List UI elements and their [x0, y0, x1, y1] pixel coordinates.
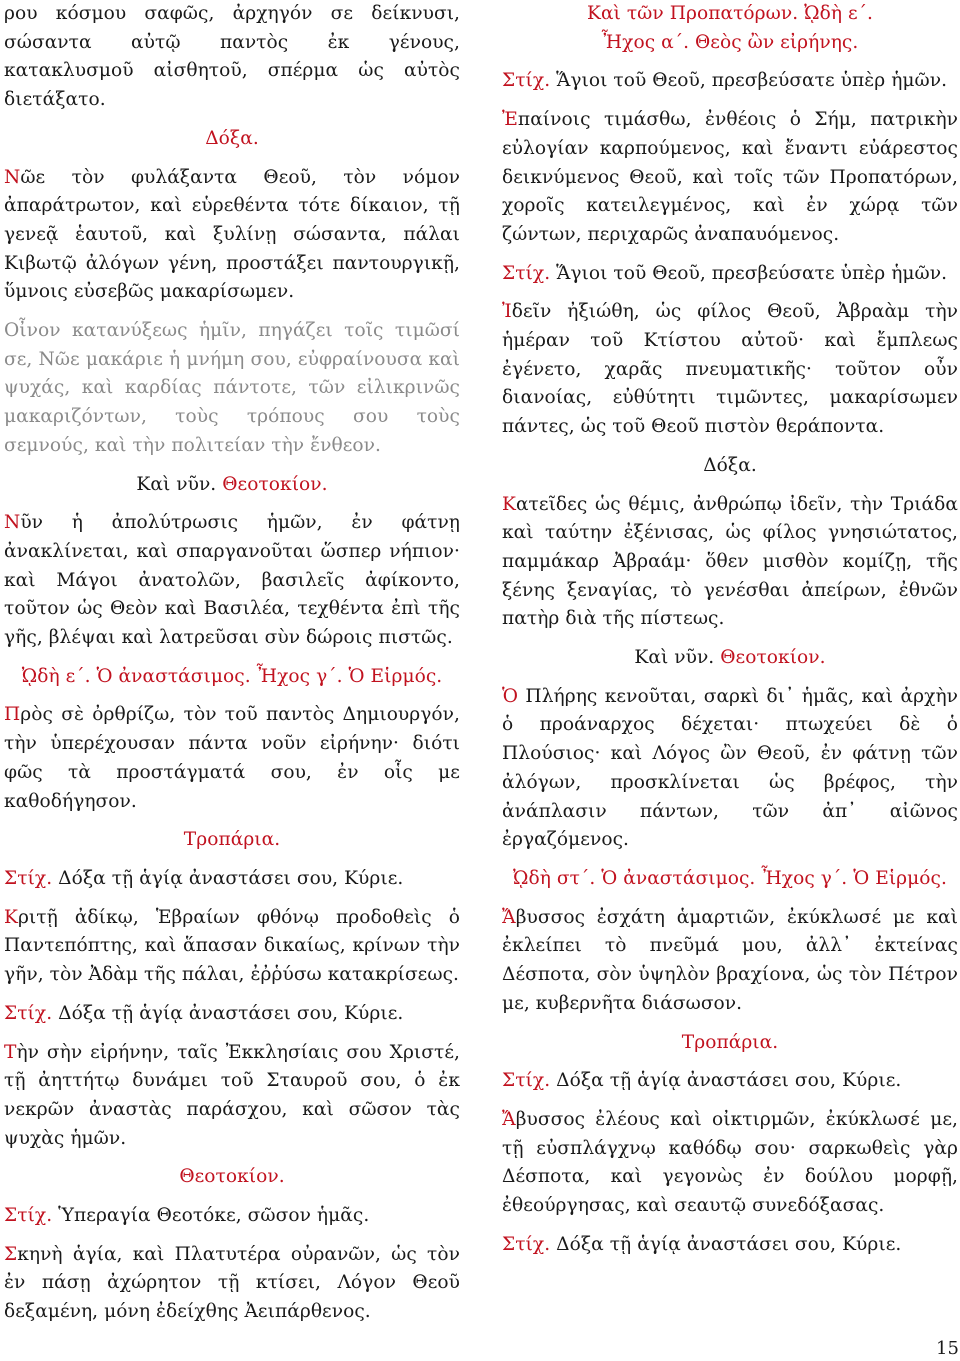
heading-line [502, 865, 958, 894]
text-paragraph [502, 1067, 958, 1096]
text-paragraph [4, 701, 460, 816]
text-paragraph [4, 317, 460, 461]
body-text: Καὶ νῦν. [136, 473, 223, 495]
text-paragraph [4, 0, 460, 115]
rubric-text: ᾨδὴ ε΄. Ὁ ἀναστάσιμος. Ἦχος γ΄. Ὁ Εἱρμός. [21, 665, 443, 687]
body-text: Δόξα τῇ ἁγίᾳ ἀναστάσει σου, Κύριε. [58, 867, 404, 889]
heading-line [502, 1029, 958, 1058]
text-paragraph [4, 509, 460, 653]
text-paragraph [502, 1231, 958, 1260]
page-number: 15 [936, 1338, 959, 1359]
heading-line [4, 125, 460, 154]
body-text: ατεῖδες ὡς θέμις, ἀνθρώπῳ ἰδεῖν, τὴν Τριάδα καὶ ταύτην ἐξένισας, ὡς φίλος γνησιώτατος, παμμάκαρ Ἀβραάμ· ὅθεν μισθὸν κομίζῃ, τῆς ξένης ξεναγίας, τὸ γενέσθαι ἀπείρων, ἐθνῶν πατὴρ διὰ τῆς πίστεως. [502, 493, 958, 630]
body-text: Ἅγιοι τοῦ Θεοῦ, πρεσβεύσατε ὑπὲρ ἡμῶν. [556, 70, 948, 92]
rubric-text: Ἐ [502, 109, 518, 131]
rubric-text: ᾨδὴ στ΄. Ὁ ἀναστάσιμος. Ἦχος γ΄. Ὁ Εἱρμός. [513, 867, 947, 889]
rubric-text: Ἦχος α΄. Θεὸς ὢν εἰρήνης. [601, 31, 859, 53]
body-text: Ἅγιοι τοῦ Θεοῦ, πρεσβεύσατε ὑπὲρ ἡμῶν. [556, 262, 948, 284]
rubric-text: Π [4, 704, 21, 726]
body-text: βυσσος ἐσχάτη ἁμαρτιῶν, ἐκύκλωσέ με καὶ ἐκλείπει τὸ πνεῦμά μου, ἀλλ᾽ ἐκτείνας Δέσποτα, σὸν ὑψηλὸν βραχίονα, ὡς τὸν Πέτρον με, κυβερνῆτα διάσωσον. [502, 906, 958, 1014]
rubric-text: Καὶ τῶν Προπατόρων. ᾨδὴ ε΄. [587, 3, 873, 24]
rubric-text: Στίχ. [502, 70, 557, 92]
text-paragraph [502, 260, 958, 289]
rubric-text: Ὁ [502, 685, 519, 707]
rubric-text: Στίχ. [4, 867, 59, 889]
rubric-text: Ἄ [502, 906, 516, 928]
rubric-text: Τροπάρια. [681, 1031, 779, 1053]
text-paragraph [4, 865, 460, 894]
body-text: Δόξα τῇ ἁγίᾳ ἀναστάσει σου, Κύριε. [556, 1233, 902, 1255]
text-paragraph [4, 1039, 460, 1154]
body-text: κηνὴ ἁγία, καὶ Πλατυτέρα οὐρανῶν, ὡς τὸν ἐν πάσῃ ἀχώρητον τῇ κτίσει, Λόγον Θεοῦ δεξαμένη, μόνη ἐδείχθης Ἀειπάρθενος. [4, 1243, 460, 1323]
rubric-text: Θεοτοκίον. [179, 1166, 285, 1188]
text-paragraph [502, 298, 958, 442]
body-text: ῶε τὸν φυλάξαντα Θεοῦ, τὸν νόμον ἀπαράτρωτον, καὶ εὑρεθέντα τότε δίκαιον, τῇ γενεᾷ ἑαυτοῦ, καὶ ξυλίνῃ σώσαντα, πάλαι Κιβωτῷ ἀλόγων γένη, προστάξει παντουργικῇ, ὕμνοις εὐσεβῶς μακαρίσωμεν. [4, 166, 460, 303]
rubric-text: Ἰ [502, 301, 512, 323]
body-text: Ὑπεραγία Θεοτόκε, σῶσον ἡμᾶς. [58, 1205, 370, 1227]
rubric-text: Τ [4, 1041, 17, 1063]
left-column [4, 0, 460, 1337]
heading-line [4, 471, 460, 500]
rubric-text: Θεοτοκίον. [720, 647, 826, 669]
heading-line [4, 1163, 460, 1192]
rubric-text: Ἄ [502, 1108, 516, 1130]
heading-line [502, 29, 958, 58]
body-text: Δόξα τῇ ἁγίᾳ ἀναστάσει σου, Κύριε. [58, 1002, 404, 1024]
body-text: Οἶνον κατανύξεως ἡμῖν, πηγάζει τοῖς τιμῶσί σε, Νῶε μακάριε ἡ μνήμη σου, εὐφραίνουσα καὶ ψυχάς, καὶ καρδίας πάντοτε, τῶν εἰλικρινῶς μακαριζόντων, τοὺς τρόπους σου τοὺς σεμνούς, καὶ τὴν πολιτείαν τὴν ἔνθεον. [4, 320, 460, 456]
heading-line [4, 826, 460, 855]
rubric-text: Στίχ. [502, 262, 557, 284]
body-text: βυσσος ἐλέους καὶ οἰκτιρμῶν, ἐκύκλωσέ με, τῇ εὐσπλάγχνῳ καθόδῳ σου· σαρκωθεὶς γὰρ Δέσποτα, καὶ γεγονὼς ἐν δούλου μορφῇ, ἐθεούργησας, καὶ σεαυτῷ συνεδόξασας. [502, 1108, 958, 1217]
text-paragraph [4, 1202, 460, 1231]
heading-line [4, 663, 460, 692]
body-text: ὴν σὴν εἰρήνην, ταῖς Ἐκκλησίαις σου Χριστέ, τῇ ἀηττήτῳ δυνάμει τοῦ Σταυροῦ σου, ὁ ἐκ νεκρῶν ἀναστὰς παράσχου, καὶ σῶσον τὰς ψυχὰς ἡμῶν. [4, 1041, 460, 1149]
rubric-text: Θεοτοκίον. [222, 473, 328, 495]
body-text: παίνοις τιμάσθω, ἐνθέοις ὁ Σήμ, πατρικὴν εὐλογίαν καρπούμενος, καὶ ἔναντι εὐάρεστος δεικνύμενος Θεοῦ, καὶ τοῖς τῶν Προπατόρων, χοροῖς κατειλεγμένος, καὶ ἐν χώρᾳ τῶν ζώντων, περιχαρῶς ἀναπαυόμενος. [502, 109, 958, 245]
right-column [502, 0, 958, 1269]
rubric-text: Στίχ. [502, 1233, 557, 1255]
body-text: ρου κόσμου σαφῶς, ἀρχηγόν σε δείκνυσι, σώσαντα αὐτῷ παντὸς ἐκ γένους, κατακλυσμοῦ αἰσθητοῦ, σπέρμα ὡς αὐτὸς διετάξατο. [4, 3, 460, 111]
text-paragraph [502, 1106, 958, 1221]
body-text: Πλήρης κενοῦται, σαρκὶ δι᾽ ἡμᾶς, καὶ ἀρχὴν ὁ προάναρχος δέχεται· πτωχεύει δὲ ὁ Πλούσιος· καὶ Λόγος ὢν Θεοῦ, ἐν φάτνῃ τῶν ἀλόγων, προσκλίνεται ὡς βρέφος, τὴν ἀνάπλασιν πάντων, τῶν ἀπ᾽ αἰῶνος ἐργαζόμενος. [502, 685, 958, 851]
text-paragraph [502, 67, 958, 96]
heading-line [502, 644, 958, 673]
body-text: ῦν ἡ ἀπολύτρωσις ἡμῶν, ἐν φάτνῃ ἀνακλίνεται, καὶ σπαργανοῦται ὥσπερ νήπιον· καὶ Μάγοι ἀνατολῶν, βασιλεῖς ἀφίκοντο, τοῦτον ὡς Θεὸν καὶ Βασιλέα, τεχθέντα ἐπὶ τῆς γῆς, βλέψαι καὶ λατρεῦσαι σὺν δώροις πιστῶς. [4, 512, 460, 649]
body-text: Δόξα τῇ ἁγίᾳ ἀναστάσει σου, Κύριε. [556, 1070, 902, 1092]
body-text: Καὶ νῦν. [634, 647, 721, 669]
text-paragraph [4, 904, 460, 990]
rubric-text: Ν [4, 166, 21, 188]
body-text: δεῖν ἠξιώθη, ὡς φίλος Θεοῦ, Ἀβραὰμ τὴν ἡμέραν τοῦ Κτίστου αὐτοῦ· καὶ ἔμπλεως ἐγένετο, χαρᾶς πνευματικῆς· τοῦτον οὖν διανοίας, εὐθύτητι τιμῶντες, μακαρίσωμεν πάντες, ὡς τοῦ Θεοῦ πιστὸν θεράποντα. [502, 301, 958, 438]
text-paragraph [4, 164, 460, 308]
heading-line [502, 452, 958, 481]
body-text: ριτῇ ἀδίκῳ, Ἑβραίων φθόνῳ προδοθεὶς ὁ Παντεπόπτης, καὶ ἅπασαν δικαίως, κρίνων τὴν γῆν, τὸν Ἀδὰμ τῆς πάλαι, ἐῤῥύσω κατακρίσεως. [4, 906, 460, 986]
text-paragraph [4, 1241, 460, 1327]
rubric-text: Στίχ. [4, 1205, 59, 1227]
rubric-text: Σ [4, 1243, 18, 1265]
rubric-text: Κ [502, 493, 516, 515]
body-text: ρὸς σὲ ὀρθρίζω, τὸν τοῦ παντὸς Δημιουργόν, τὴν ὑπερέχουσαν πάντα νοῦν εἰρήνην· διότι φῶς τὰ προστάγματά σου, ἐν οἷς με καθοδήγησον. [4, 704, 460, 812]
rubric-text: Τροπάρια. [183, 829, 281, 851]
rubric-text: Στίχ. [4, 1002, 59, 1024]
rubric-text: Ν [4, 512, 21, 534]
heading-line [502, 0, 958, 29]
text-paragraph [4, 1000, 460, 1029]
body-text: Δόξα. [703, 454, 757, 476]
text-paragraph [502, 491, 958, 635]
text-paragraph [502, 683, 958, 855]
rubric-text: Στίχ. [502, 1070, 557, 1092]
rubric-text: Δόξα. [205, 127, 259, 149]
rubric-text: Κ [4, 906, 18, 928]
text-paragraph [502, 106, 958, 250]
text-paragraph [502, 904, 958, 1019]
